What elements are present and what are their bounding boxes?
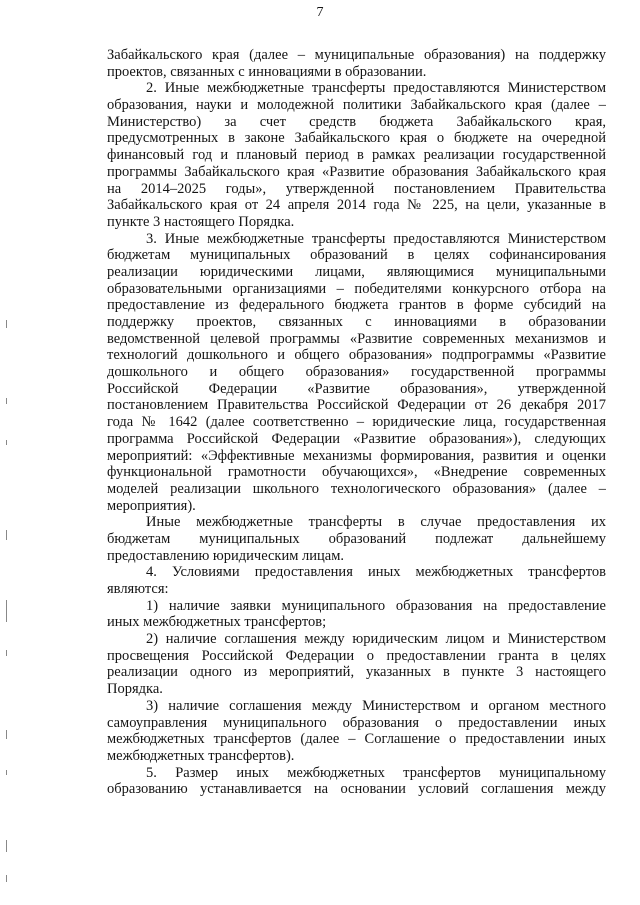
text-line: проектов, связанных с инновациями в образовании. bbox=[107, 63, 427, 80]
text-line: Российской Федерации «Развитие образования», утвержденной bbox=[107, 380, 606, 397]
text-line: технологий дошкольного и общего образования» подпрограммы «Развитие bbox=[107, 347, 606, 364]
text-line: бюджетам муниципальных образований подлежат дальнейшему bbox=[107, 530, 606, 547]
text-line: 5. Размер иных межбюджетных трансфертов муниципальному bbox=[146, 764, 606, 781]
text-line: иных межбюджетных трансфертов; bbox=[107, 614, 327, 631]
text-line: 1) наличие заявки муниципального образования на предоставление bbox=[146, 597, 606, 614]
text-line: 2) наличие соглашения между юридическим лицом и Министерством bbox=[146, 631, 606, 648]
text-line: финансовый год и плановый период в рамках реализации государственной bbox=[107, 147, 606, 164]
text-line: 3. Иные межбюджетные трансферты предоставляются Министерством bbox=[146, 230, 606, 247]
text-line: образовательными организациями – победителями конкурсного отбора на bbox=[107, 280, 606, 297]
text-line: мероприятия). bbox=[107, 497, 196, 514]
text-line: программы Забайкальского края «Развитие образования Забайкальского края bbox=[107, 163, 606, 180]
text-line: просвещения Российской Федерации о предоставлении гранта в целях bbox=[107, 647, 606, 664]
text-line: реализации одного из мероприятий, указанных в пункте 3 настоящего bbox=[107, 664, 606, 681]
text-line: реализации юридическими лицами, являющимися муниципальными bbox=[107, 263, 606, 280]
text-line: года № 1642 (далее соответственно – юридические лица, государственная bbox=[107, 414, 606, 431]
text-line: Министерство) за счет средств бюджета Забайкальского края, bbox=[107, 113, 606, 130]
text-line: предусмотренных в законе Забайкальского края о бюджете на очередной bbox=[107, 130, 606, 147]
text-line: поддержку проектов, связанных с инновациями в образовании bbox=[107, 314, 606, 330]
text-line: межбюджетных трансфертов). bbox=[107, 747, 295, 764]
text-line: образованию устанавливается на основании условий соглашения между bbox=[107, 781, 606, 798]
document-body bbox=[107, 47, 606, 798]
text-line: программа Российской Федерации «Развитие образования»), следующих bbox=[107, 430, 606, 447]
text-line: Иные межбюджетные трансферты в случае предоставления их bbox=[146, 514, 606, 531]
text-line: моделей реализации школьного технологического образования» (далее – bbox=[107, 480, 606, 497]
text-line: образования, науки и молодежной политики Забайкальского края (далее – bbox=[107, 97, 606, 114]
text-line: предоставлению юридическим лицам. bbox=[107, 547, 345, 564]
text-line: мероприятий: «Эффективные механизмы формирования, развития и оценки bbox=[107, 447, 606, 464]
text-line: Забайкальского края (далее – муниципальные образования) на поддержку bbox=[107, 47, 606, 63]
text-line: функциональной грамотности обучающихся», «Внедрение современных bbox=[107, 464, 606, 481]
page-number: 7 bbox=[316, 5, 324, 20]
text-line: являются: bbox=[107, 581, 169, 597]
text-line: дошкольного и общего образования» государственной программы bbox=[107, 364, 606, 381]
text-line: Забайкальского края от 24 апреля 2014 года № 225, на цели, указанные в bbox=[107, 197, 606, 214]
text-line: предоставление из федерального бюджета грантов в форме субсидий на bbox=[107, 297, 606, 314]
text-line: межбюджетных трансфертов (далее – Соглашение о предоставлении иных bbox=[107, 731, 606, 748]
text-line: 4. Условиями предоставления иных межбюджетных трансфертов bbox=[146, 564, 606, 581]
text-line: бюджетам муниципальных образований в целях софинансирования bbox=[107, 247, 606, 264]
text-line: постановлением Правительства Российской Федерации от 26 декабря 2017 bbox=[107, 397, 606, 414]
scan-edge-marks bbox=[6, 300, 10, 900]
text-line: самоуправления муниципального образования о предоставлении иных bbox=[107, 714, 606, 731]
text-line: на 2014–2025 годы», утвержденной постановлением Правительства bbox=[107, 180, 606, 197]
text-line: 2. Иные межбюджетные трансферты предоставляются Министерством bbox=[146, 80, 606, 97]
text-line: ведомственной целевой программы «Развитие современных механизмов и bbox=[107, 330, 606, 347]
text-line: Порядка. bbox=[107, 681, 163, 698]
text-line: пункте 3 настоящего Порядка. bbox=[107, 213, 295, 230]
text-line: 3) наличие соглашения между Министерством и органом местного bbox=[146, 697, 606, 714]
